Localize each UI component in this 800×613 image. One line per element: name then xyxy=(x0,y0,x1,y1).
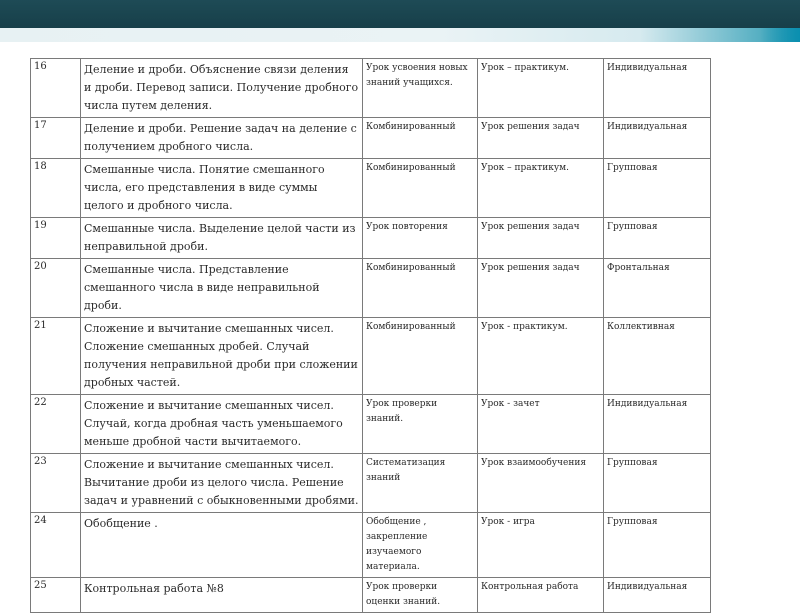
lesson-form: Урок решения задач xyxy=(478,218,604,259)
lesson-topic: Смешанные числа. Понятие смешанного числа, его представления в виде суммы целого и дробного числа. xyxy=(81,159,363,218)
lesson-topic: Смешанные числа. Выделение целой части из неправильной дроби. xyxy=(81,218,363,259)
lesson-topic: Обобщение . xyxy=(81,513,363,578)
lesson-form: Урок - игра xyxy=(478,513,604,578)
lesson-number: 25 xyxy=(31,578,81,613)
work-form: Индивидуальная xyxy=(604,59,711,118)
table-row xyxy=(31,513,711,578)
lesson-topic: Контрольная работа №8 xyxy=(81,578,363,613)
table-row xyxy=(31,318,711,395)
lesson-topic: Сложение и вычитание смешанных чисел. Случай, когда дробная часть уменьшаемого меньше дробной части вычитаемого. xyxy=(81,395,363,454)
lesson-form: Урок - практикум. xyxy=(478,318,604,395)
lesson-type: Комбинированный xyxy=(363,318,478,395)
lesson-type: Комбинированный xyxy=(363,259,478,318)
lesson-type: Комбинированный xyxy=(363,159,478,218)
lesson-type: Урок проверки оценки знаний. xyxy=(363,578,478,613)
lesson-topic: Деление и дроби. Объяснение связи деления и дроби. Перевод записи. Получение дробного числа путем деления. xyxy=(81,59,363,118)
lesson-topic: Сложение и вычитание смешанных чисел. Сложение смешанных дробей. Случай получения неправильной дроби при сложении дробных частей. xyxy=(81,318,363,395)
work-form: Групповая xyxy=(604,159,711,218)
lesson-form: Контрольная работа xyxy=(478,578,604,613)
slide-header-band xyxy=(0,28,800,42)
lesson-form: Урок – практикум. xyxy=(478,59,604,118)
work-form: Групповая xyxy=(604,218,711,259)
lesson-form: Урок решения задач xyxy=(478,259,604,318)
table-row xyxy=(31,395,711,454)
lesson-topic: Смешанные числа. Представление смешанного числа в виде неправильной дроби. xyxy=(81,259,363,318)
lesson-number: 23 xyxy=(31,454,81,513)
table-row xyxy=(31,578,711,613)
lesson-form: Урок - зачет xyxy=(478,395,604,454)
work-form: Индивидуальная xyxy=(604,395,711,454)
table-row xyxy=(31,259,711,318)
lesson-form: Урок взаимообучения xyxy=(478,454,604,513)
table-row xyxy=(31,159,711,218)
lesson-number: 19 xyxy=(31,218,81,259)
lesson-number: 20 xyxy=(31,259,81,318)
lesson-type: Урок усвоения новых знаний учащихся. xyxy=(363,59,478,118)
lesson-type: Урок проверки знаний. xyxy=(363,395,478,454)
work-form: Коллективная xyxy=(604,318,711,395)
lesson-type: Обобщение , закрепление изучаемого материала. xyxy=(363,513,478,578)
work-form: Индивидуальная xyxy=(604,118,711,159)
work-form: Групповая xyxy=(604,513,711,578)
lesson-number: 16 xyxy=(31,59,81,118)
lesson-topic: Деление и дроби. Решение задач на деление с получением дробного числа. xyxy=(81,118,363,159)
lesson-topic: Сложение и вычитание смешанных чисел. Вычитание дроби из целого числа. Решение задач и уравнений с обыкновенными дробями. xyxy=(81,454,363,513)
work-form: Групповая xyxy=(604,454,711,513)
table-row xyxy=(31,59,711,118)
lesson-type: Комбинированный xyxy=(363,118,478,159)
slide-header-accent xyxy=(760,28,800,42)
slide-header-bar xyxy=(0,0,800,28)
lesson-form: Урок – практикум. xyxy=(478,159,604,218)
lesson-number: 17 xyxy=(31,118,81,159)
lesson-type: Систематизация знаний xyxy=(363,454,478,513)
lesson-number: 18 xyxy=(31,159,81,218)
work-form: Индивидуальная xyxy=(604,578,711,613)
table-row xyxy=(31,118,711,159)
lesson-number: 21 xyxy=(31,318,81,395)
lesson-type: Урок повторения xyxy=(363,218,478,259)
lesson-plan-table xyxy=(30,58,711,613)
lesson-number: 24 xyxy=(31,513,81,578)
work-form: Фронтальная xyxy=(604,259,711,318)
lesson-form: Урок решения задач xyxy=(478,118,604,159)
table-row xyxy=(31,218,711,259)
table-row xyxy=(31,454,711,513)
lesson-number: 22 xyxy=(31,395,81,454)
